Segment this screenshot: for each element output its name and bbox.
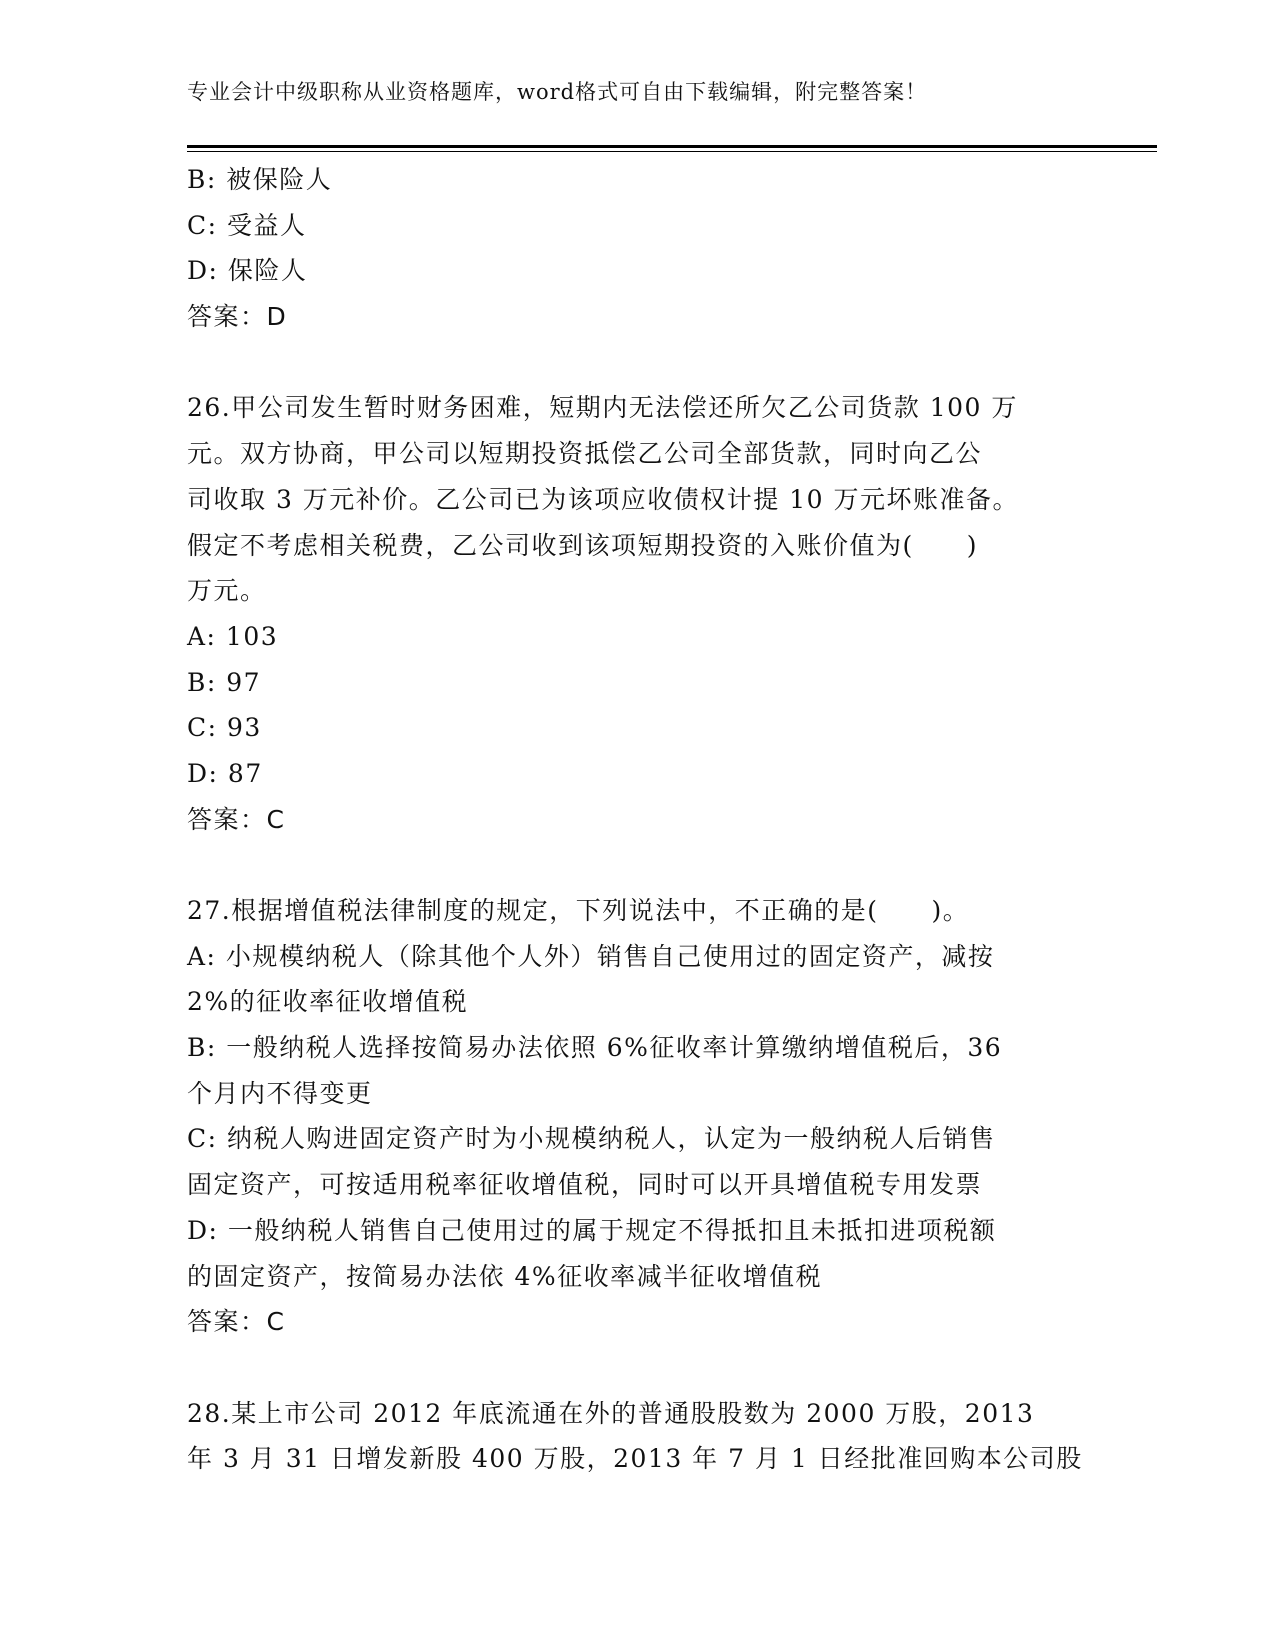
page-header: 专业会计中级职称从业资格题库，word格式可自由下载编辑，附完整答案！ [187, 80, 928, 104]
q26-stem-line: 万元。 [187, 576, 267, 606]
q28-stem-line: 年 3 月 31 日增发新股 400 万股，2013 年 7 月 1 日经批准回购本公司股 [187, 1444, 1083, 1474]
header-rule-thick [187, 145, 1157, 148]
q26-answer: 答案：C [187, 804, 286, 834]
question-26 [187, 385, 1087, 842]
q27-option-a-cont: 2%的征收率征收增值税 [187, 987, 469, 1017]
q28-stem-line: 28.某上市公司 2012 年底流通在外的普通股股数为 2000 万股，2013 [187, 1398, 1035, 1428]
question-25 [187, 157, 1087, 340]
q27-option-b: B: 一般纳税人选择按简易办法依照 6%征收率计算缴纳增值税后，36 [187, 1033, 1003, 1063]
q26-stem-line: 元。双方协商，甲公司以短期投资抵偿乙公司全部货款，同时向乙公 [187, 439, 983, 469]
q25-option-b: B: 被保险人 [187, 165, 333, 194]
q27-option-d-cont: 的固定资产，按简易办法依 4%征收率减半征收增值税 [187, 1261, 823, 1291]
q27-option-a: A: 小规模纳税人（除其他个人外）销售自己使用过的固定资产，减按 [187, 941, 995, 971]
q26-stem-line: 假定不考虑相关税费，乙公司收到该项短期投资的入账价值为( ) [187, 530, 979, 560]
q26-option-d: D: 87 [187, 758, 263, 788]
q26-option-a: A: 103 [187, 621, 279, 651]
q25-option-c: C: 受益人 [187, 210, 307, 240]
header-rule-thin [187, 151, 1157, 152]
q27-option-b-cont: 个月内不得变更 [187, 1078, 373, 1108]
q27-option-c: C: 纳税人购进固定资产时为小规模纳税人，认定为一般纳税人后销售 [187, 1124, 996, 1154]
spacer [187, 842, 1087, 888]
question-28 [187, 1391, 1087, 1482]
q27-stem: 27.根据增值税法律制度的规定，下列说法中，不正确的是( )。 [187, 896, 970, 925]
q26-option-b: B: 97 [187, 667, 262, 697]
q27-option-c-cont: 固定资产，可按适用税率征收增值税，同时可以开具增值税专用发票 [187, 1170, 983, 1200]
q25-answer: 答案：D [187, 302, 288, 332]
q27-answer: 答案：C [187, 1307, 286, 1337]
q26-stem-line: 26.甲公司发生暂时财务困难，短期内无法偿还所欠乙公司货款 100 万 [187, 393, 1018, 423]
q26-option-c: C: 93 [187, 713, 262, 743]
spacer [187, 1345, 1087, 1391]
q25-option-d: D: 保险人 [187, 256, 308, 286]
q26-stem-line: 司收取 3 万元补价。乙公司已为该项应收债权计提 10 万元坏账准备。 [187, 484, 1020, 514]
spacer [187, 340, 1087, 386]
q27-option-d: D: 一般纳税人销售自己使用过的属于规定不得抵扣且未抵扣进项税额 [187, 1215, 997, 1245]
question-27 [187, 888, 1087, 1345]
document-body [187, 157, 1087, 1482]
